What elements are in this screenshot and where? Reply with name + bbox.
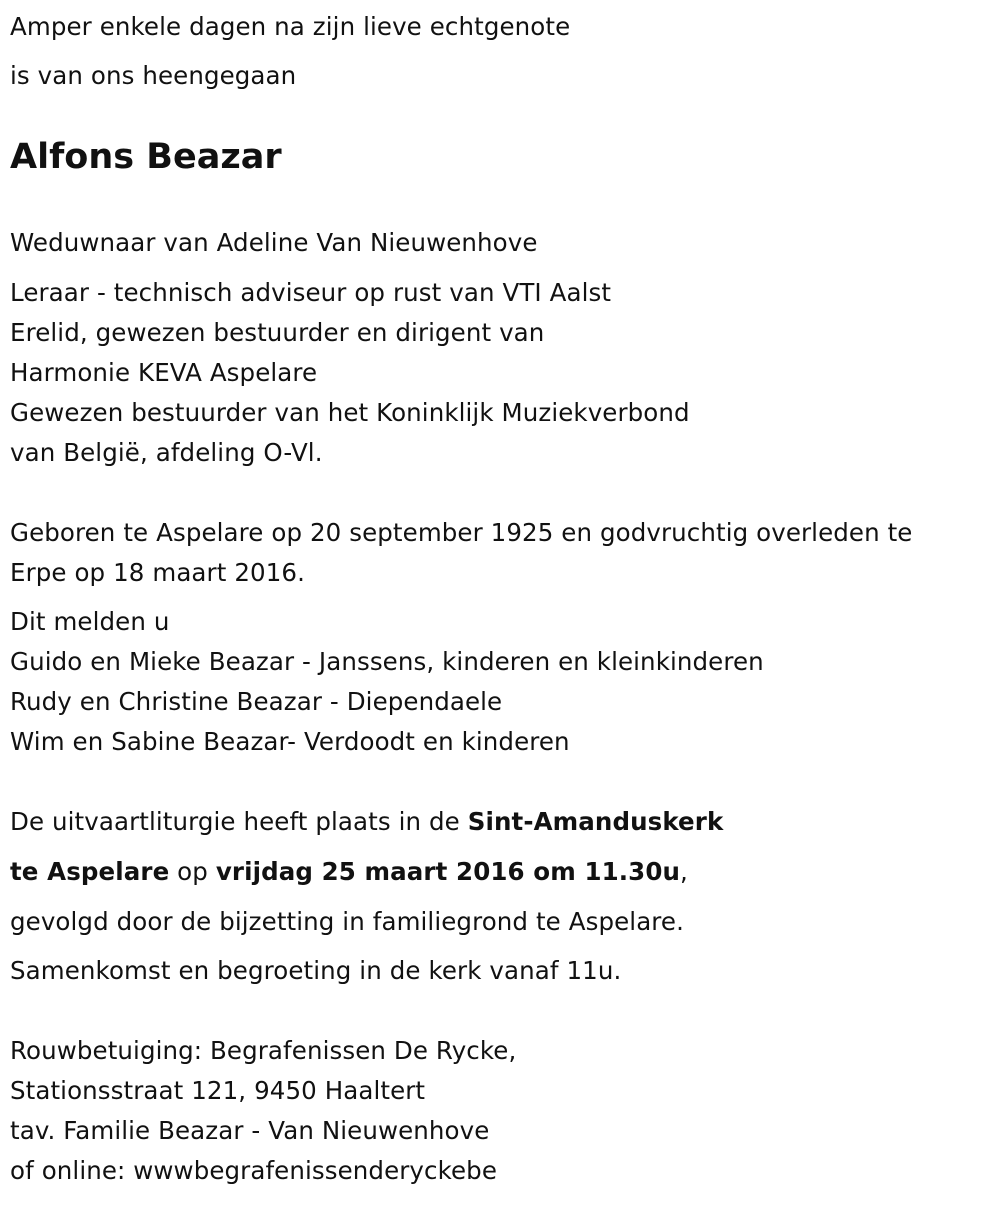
funeral-text-2: op [169,857,216,886]
career-line-2: Erelid, gewezen bestuurder en dirigent van [10,318,545,347]
funeral-text-3: , [680,857,688,886]
funeral-text-1: De uitvaartliturgie heeft plaats in de [10,807,468,836]
career-line-5: van België, afdeling O-Vl. [10,438,323,467]
deceased-name: Alfons Beazar [10,137,282,177]
family-line-2: Rudy en Christine Beazar - Diependaele [10,687,503,716]
family-line-3: Wim en Sabine Beazar- Verdoodt en kinderen [10,727,570,756]
widower-line: Weduwnaar van Adeline Van Nieuwenhove [10,228,538,257]
funeral-church: Sint-Amanduskerk [467,807,724,836]
condolences-line-2: Stationsstraat 121, 9450 Haaltert [10,1076,426,1105]
intro-line-1: Amper enkele dagen na zijn lieve echtgenote [10,12,571,41]
birth-death-line-1: Geboren te Aspelare op 20 september 1925 en godvruchtig overleden te [10,518,913,547]
career-line-4: Gewezen bestuurder van het Koninklijk Muziekverbond [10,398,690,427]
family-line-1: Guido en Mieke Beazar - Janssens, kinderen en kleinkinderen [10,647,764,676]
condolences-line-3: tav. Familie Beazar - Van Nieuwenhove [10,1116,490,1145]
condolences-line-4: of online: wwwbegrafenissenderyckebe [10,1156,497,1185]
intro-line-2: is van ons heengegaan [10,61,297,90]
announced-by-intro: Dit melden u [10,607,170,636]
burial-line: gevolgd door de bijzetting in familiegrond te Aspelare. [10,907,684,936]
career-line-3: Harmonie KEVA Aspelare [10,358,318,387]
birth-death-line-2: Erpe op 18 maart 2016. [10,558,305,587]
gathering-line: Samenkomst en begroeting in de kerk vanaf 11u. [10,956,622,985]
funeral-datetime: vrijdag 25 maart 2016 om 11.30u [215,857,681,886]
funeral-line-1 [10,807,723,837]
career-line-1: Leraar - technisch adviseur op rust van VTI Aalst [10,278,612,307]
funeral-place: te Aspelare [10,857,170,886]
funeral-line-2 [10,857,688,887]
condolences-line-1: Rouwbetuiging: Begrafenissen De Rycke, [10,1036,517,1065]
